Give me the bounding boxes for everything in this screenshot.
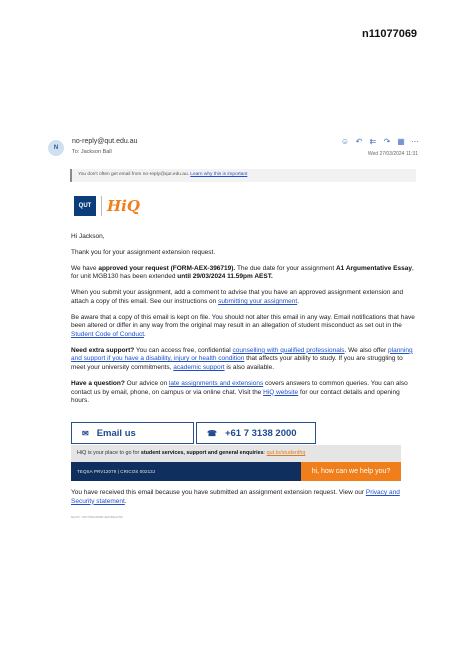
footer-banner [71,462,401,481]
email-body [71,233,417,413]
late-assignments-link[interactable]: late assignments and extensions [168,379,264,387]
accreditation-text: TEQSA PRV12079 | CRICOS 00213J [71,462,301,481]
emoji-icon[interactable]: ☺ [340,137,350,146]
learn-why-link[interactable]: Learn why this is important [190,172,248,177]
sent-date: Wed 27/03/2024 11:31 [367,151,418,157]
studenthq-link[interactable]: qut.to/studenthq [266,450,306,456]
submitting-assignment-link[interactable]: submitting your assignment [218,297,298,305]
phone-icon: ☎ [207,428,217,438]
phone-button[interactable]: ☎ +61 7 3138 2000 [196,422,316,444]
code-of-conduct-link[interactable]: Student Code of Conduct [71,330,144,338]
apps-icon[interactable]: ▦ [397,137,405,146]
reason-note: You have received this email because you have submitted an assignment extension request. View our Privacy and Security statement. [71,489,400,505]
help-tagline: hi, how can we help you? [301,462,401,481]
reply-icon[interactable]: ↶ [355,137,363,146]
greeting: Hi Jackson, [71,233,105,240]
forward-icon[interactable]: ↷ [383,137,391,146]
hiq-info-bar: HiQ is your place to go for student services, support and general enquiries: qut.to/studenthq [71,445,401,462]
question-paragraph: Have a question? Our advice on late assignments and extensions covers answers to common queries. You can also contact us by email, phone, on campus or via online chat. Visit the HiQ website for our contact details and opening hours. [71,379,408,405]
avatar: N [48,140,64,156]
support-paragraph: Need extra support? You can access free, confidential counselling with qualified professionals. We also offer planning and support if you have a disability, injury or health condition that affects your ability to study. If you are struggling to meet your university commitments, academic support is also available. [71,346,413,372]
reference-id: Ref ID: 72077082-f0b9ff-4a0f-89e3-f90 [71,515,123,519]
sender-address[interactable]: no-reply@qut.edu.au [72,138,138,145]
record-paragraph: Be aware that a copy of this email is kept on file. You should not alter this email in any way. Email notifications that have been altered or differ in any way from the original may result in an allegation of student misconduct as set out in the Student Code of Conduct. [71,313,415,338]
privacy-statement-link[interactable]: Privacy and Security statement [71,489,400,505]
academic-support-link[interactable]: academic support [173,364,225,372]
email-us-button[interactable]: ✉ Email us [71,422,194,444]
envelope-icon: ✉ [82,428,89,438]
submission-paragraph: When you submit your assignment, add a comment to advise that you have an approved assignment extension and attach a copy of this email. See our instructions on submitting your assignment. [71,289,404,305]
document-id: n11077069 [362,28,418,40]
hiq-logo: HiQ [107,197,140,215]
external-sender-banner [70,169,416,182]
contact-buttons [71,422,401,444]
recipient-line: To: Jackson Ball [72,149,112,155]
thanks-line: Thank you for your assignment extension request. [71,248,216,256]
more-icon[interactable]: ⋯ [411,137,419,146]
logo-divider [101,196,102,216]
disability-support-link[interactable]: planning and support if you have a disability, injury or health condition [71,346,413,363]
counselling-link[interactable]: counselling with qualified professionals [232,346,345,354]
email-header [48,136,420,164]
banner-text: You don't often get email from no-reply@qut.edu.au. [78,172,189,177]
brand-logos [74,195,140,217]
qut-logo: QUT [74,196,96,216]
reply-all-icon[interactable]: ⇇ [369,137,377,146]
approval-paragraph: We have approved your request (FORM-AEX-396719). The due date for your assignment A1 Argumentative Essay, for unit MGB130 has been extended until 29/03/2024 11.59pm AEST. [71,264,414,281]
hiq-website-link[interactable]: HiQ website [263,388,299,396]
message-actions [340,137,420,147]
